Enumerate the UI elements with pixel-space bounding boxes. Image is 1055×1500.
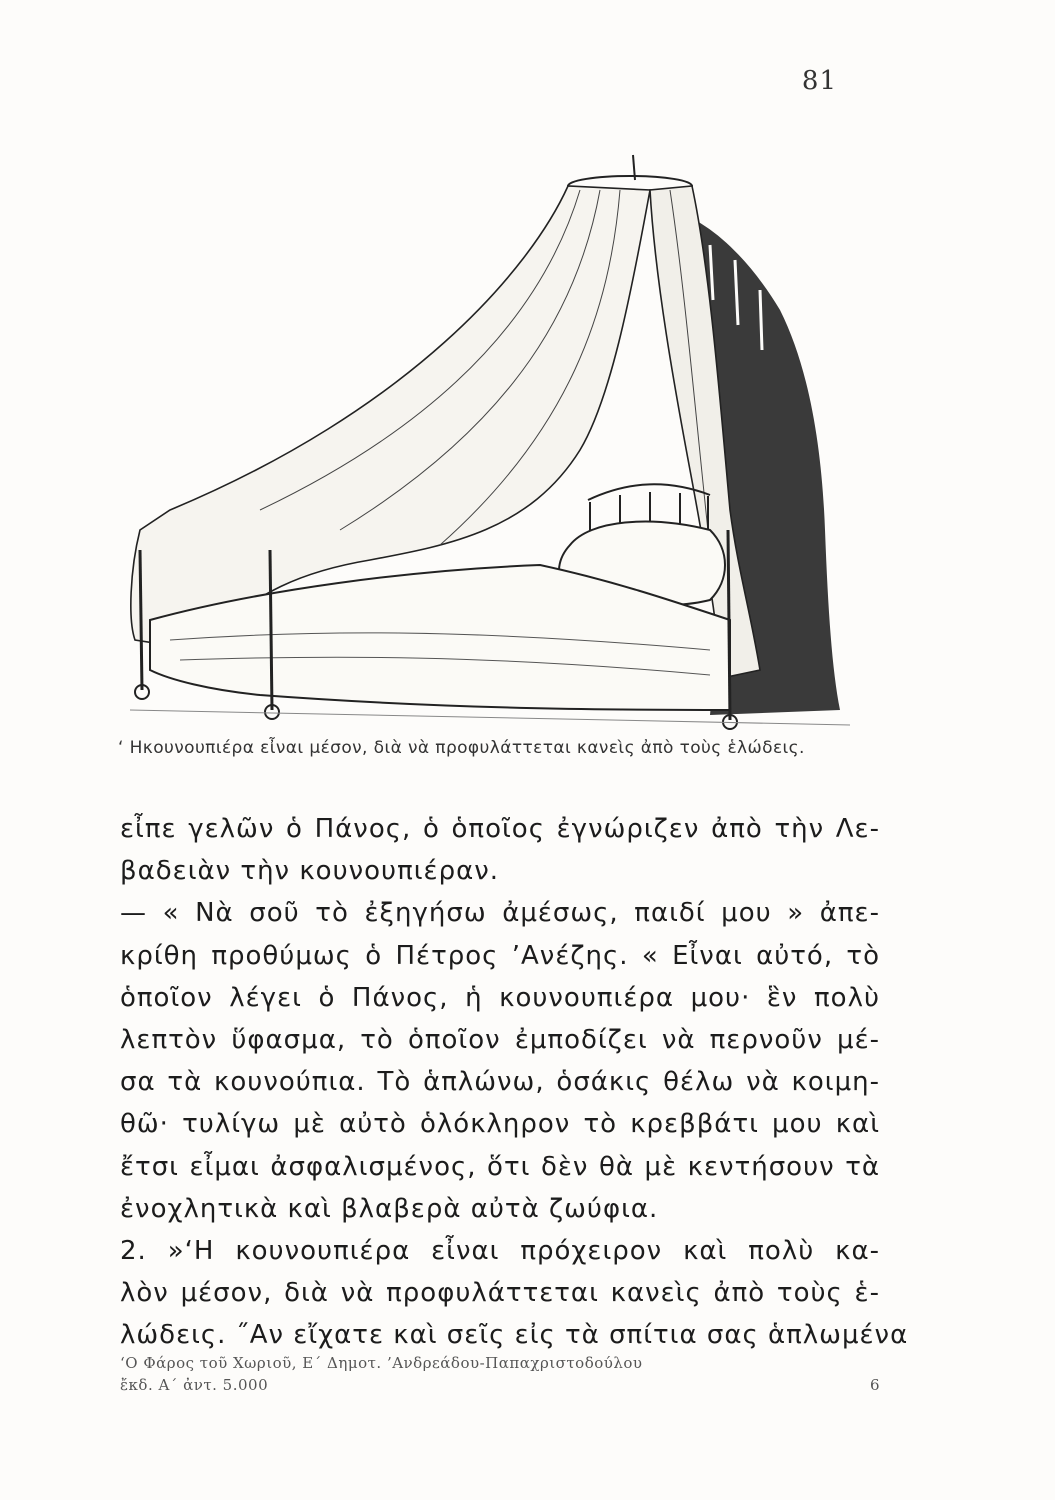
footer [120, 1352, 880, 1396]
text-line: ἐνοχλητικὰ καὶ βλαβερὰ αὐτὰ ζωύφια. [120, 1193, 659, 1224]
text-line: ἔτσι εἶμαι ἀσφαλισμένος, ὅτι δὲν θὰ μὲ κεντήσουν τὰ [120, 1151, 880, 1182]
text-line: λὸν μέσον, διὰ νὰ προφυλάττεται κανεὶς ἀπὸ τοὺς ἑ- [120, 1278, 880, 1309]
text-line: βαδειὰν τὴν κουνουπιέραν. [120, 856, 500, 887]
text-line: 2. »‘Η κουνουπιέρα εἶναι πρόχειρον καὶ πολὺ κα- [120, 1236, 880, 1267]
text-line: ὁποῖον λέγει ὁ Πάνος, ἡ κουνουπιέρα μου· ἓν πολὺ [120, 982, 880, 1013]
figure-caption: ‘ Ηκουνουπιέρα εἶναι μέσον, διὰ νὰ προφυλάττεται κανεὶς ἀπὸ τοὺς ἑλώδεις. [118, 738, 805, 758]
footer-book-title: ‘Ο Φάρος τοῦ Χωριοῦ, Ε΄ Δημοτ. ’Ανδρεάδου-Παπαχριστοδούλου [120, 1354, 643, 1372]
footer-edition: ἔκδ. Α΄ ἀντ. 5.000 [120, 1376, 269, 1394]
text-line: λεπτὸν ὕφασμα, τὸ ὁποῖον ἐμποδίζει νὰ περνοῦν μέ- [120, 1025, 880, 1056]
mosquito-net-bed-illustration [110, 150, 870, 730]
text-line: θῶ· τυλίγω μὲ αὐτὸ ὁλόκληρον τὸ κρεββάτι μου καὶ [120, 1109, 880, 1140]
text-line: σα τὰ κουνούπια. Τὸ ἁπλώνω, ὁσάκις θέλω νὰ κοιμη- [120, 1067, 880, 1098]
footer-signature-number: 6 [869, 1376, 880, 1394]
text-line: — « Νὰ σοῦ τὸ ἐξηγήσω ἀμέσως, παιδί μου » ἀπε- [120, 898, 880, 929]
text-line: εἶπε γελῶν ὁ Πάνος, ὁ ὁποῖος ἐγνώριζεν ἀπὸ τὴν Λε- [120, 814, 880, 844]
page-number: 81 [801, 66, 837, 96]
text-line: λώδεις. ˝Αν εἴχατε καὶ σεῖς εἰς τὰ σπίτια σας ἁπλωμένα [120, 1320, 909, 1351]
body-text [120, 808, 909, 1357]
text-line: κρίθη προθύμως ὁ Πέτρος ’Ανέζης. « Εἶναι αὐτό, τὸ [120, 940, 880, 971]
